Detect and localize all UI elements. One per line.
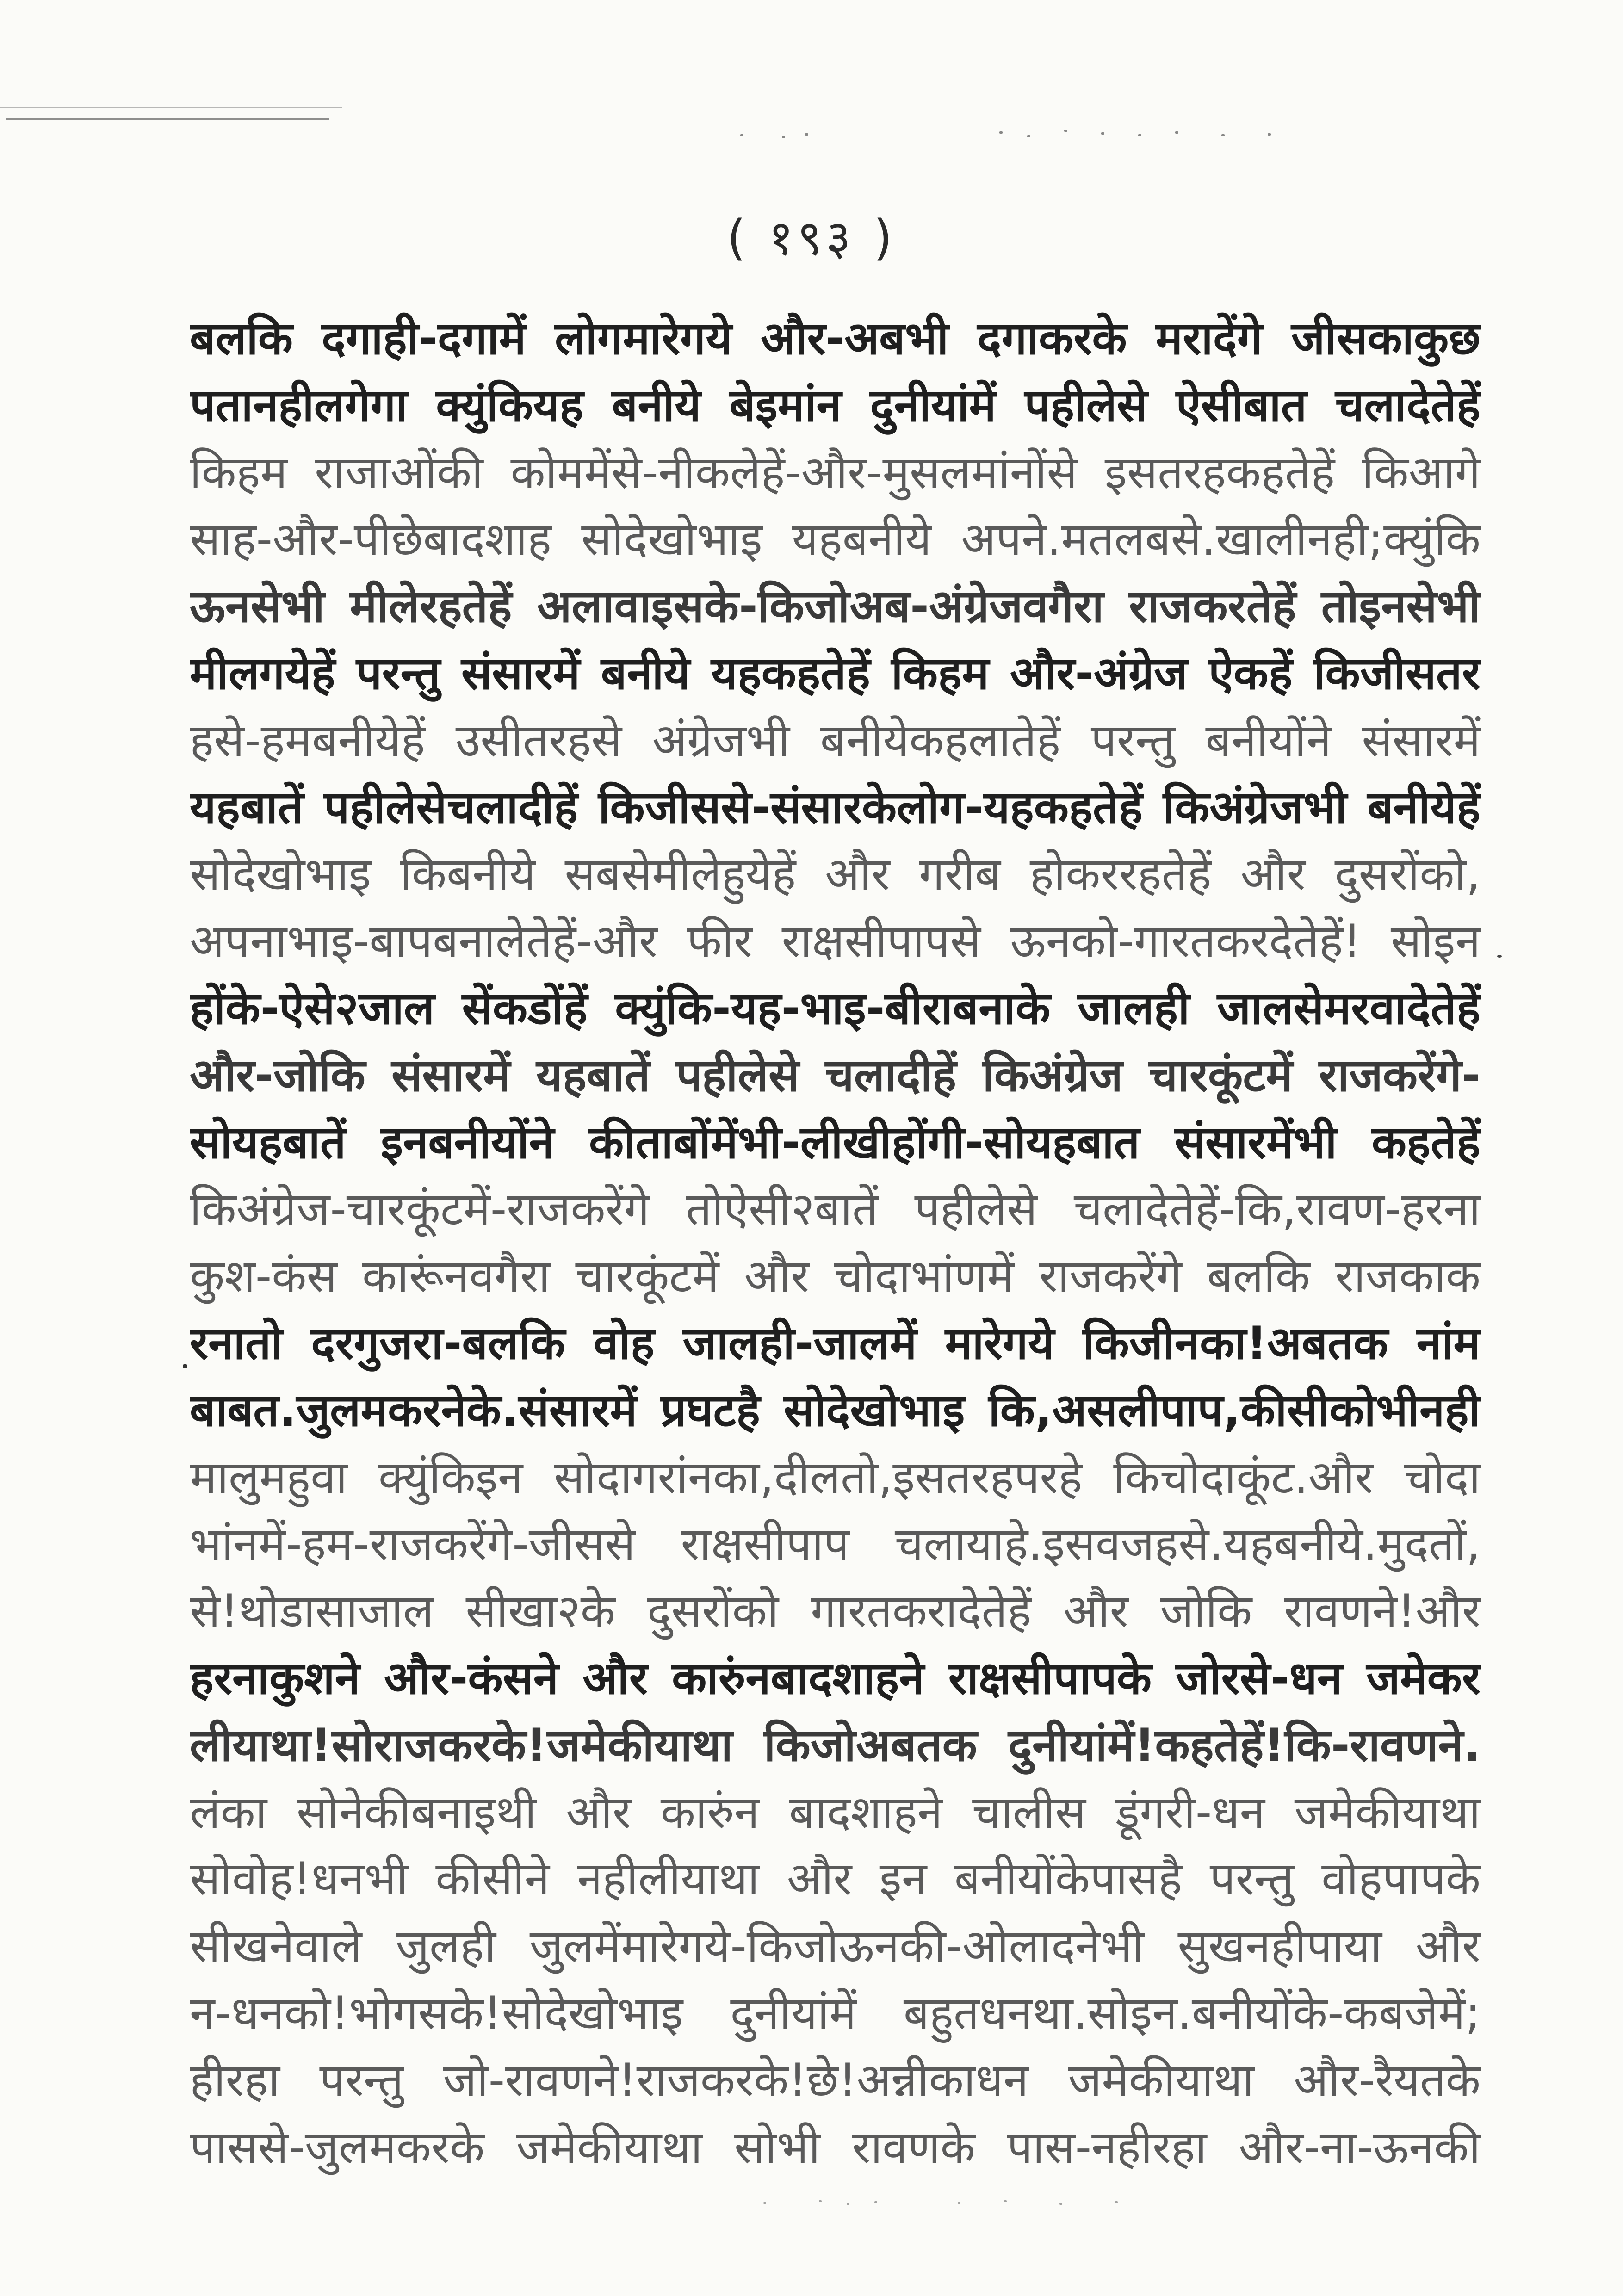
text-line: पाससे-जुलमकरके जमेकीयाथा सोभी रावणके पास-नहीरहा और-ना-ऊनकी bbox=[190, 2121, 1481, 2174]
text-line: लंका सोनेकीबनाइथी और कारुंन बादशाहने चालीस डूंगरी-धन जमेकीयाथा bbox=[190, 1786, 1481, 1839]
text-line: हीरहा परन्तु जो-रावणने!राजकरके!छे!अन्नीकाधन जमेकीयाथा और-रैयतके bbox=[190, 2054, 1481, 2107]
text-line: लीयाथा!सोराजकरके!जमेकीयाथा किजोअबतक दुनीयांमें!कहतेहें!कि-रावणने. bbox=[190, 1719, 1481, 1772]
text-line: न-धनको!भोगसके!सोदेखोभाइ दुनीयांमें बहुतधनथा.सोइन.बनीयोंके-कबजेमें; bbox=[190, 1987, 1481, 2040]
text-line: बलकि दगाही-दगामें लोगमारेगये और-अबभी दगाकरके मरादेंगे जीसकाकुछ bbox=[190, 312, 1481, 365]
text-line: होंके-ऐसे२जाल सेंकडोंहें क्युंकि-यह-भाइ-बीराबनाके जालही जालसेमरवादेतेहें bbox=[190, 982, 1481, 1035]
text-line: से!थोडासाजाल सीखा२के दुसरोंको गारतकरादेतेहें और जोकि रावणने!और bbox=[190, 1585, 1481, 1638]
text-line: सोवोह!धनभी कीसीने नहीलीयाथा और इन बनीयोंकेपासहै परन्तु वोहपापके bbox=[190, 1853, 1481, 1906]
text-line: सोदेखोभाइ किबनीये सबसेमीलेहुयेहें और गरीब होकररहतेहें और दुसरोंको, bbox=[190, 848, 1481, 901]
text-line: मीलगयेहें परन्तु संसारमें बनीये यहकहतेहें किहम और-अंग्रेज ऐकहें किजीसतर bbox=[190, 647, 1481, 700]
text-line: भांनमें-हम-राजकरेंगे-जीससे राक्षसीपाप चलायाहे.इसवजहसे.यहबनीये.मुदतों, bbox=[190, 1518, 1481, 1571]
margin-dot bbox=[183, 1364, 187, 1368]
text-line: कुश-कंस कारूंनवगैरा चारकूंटमें और चोदाभांणमें राजकरेंगे बलकि राजकाक bbox=[190, 1250, 1481, 1303]
text-line: मालुमहुवा क्युंकिइन सोदागरांनका,दीलतो,इसतरहपरहे किचोदाकूंट.और चोदा bbox=[190, 1451, 1481, 1504]
text-line: साह-और-पीछेबादशाह सोदेखोभाइ यहबनीये अपने.मतलबसे.खालीनही;क्युंकि bbox=[190, 513, 1481, 566]
text-body bbox=[190, 305, 1481, 2181]
text-line: ऊनसेभी मीलेरहतेहें अलावाइसके-किजोअब-अंग्रेजवगैरा राजकरतेहें तोइनसेभी bbox=[190, 580, 1481, 633]
text-line: पतानहीलगेगा क्युंकियह बनीये बेइमांन दुनीयांमें पहीलेसे ऐसीबात चलादेतेहें bbox=[190, 379, 1481, 432]
text-line: सीखनेवाले जुलही जुलमेंमारेगये-किजोऊनकी-ओलादनेभी सुखनहीपाया और bbox=[190, 1920, 1481, 1973]
scan-edge-line bbox=[0, 107, 342, 108]
text-line: बाबत.जुलमकरनेके.संसारमें प्रघटहै सोदेखोभाइ कि,असलीपाप,कीसीकोभीनही bbox=[190, 1384, 1481, 1437]
page-number: ( १९३ ) bbox=[727, 210, 896, 266]
text-line: अपनाभाइ-बापबनालेतेहें-और फीर राक्षसीपापसे ऊनको-गारतकरदेतेहें! सोइन bbox=[190, 915, 1481, 968]
text-line: किहम राजाओंकी कोममेंसे-नीकलेहें-और-मुसलमांनोंसे इसतरहकहतेहें किआगे bbox=[190, 446, 1481, 499]
text-line: हसे-हमबनीयेहें उसीतरहसे अंग्रेजभी बनीयेकहलातेहें परन्तु बनीयोंने संसारमें bbox=[190, 714, 1481, 767]
text-line: यहबातें पहीलेसेचलादीहें किजीससे-संसारकेलोग-यहकहतेहें किअंग्रेजभी बनीयेहें bbox=[190, 781, 1481, 834]
text-line: सोयहबातें इनबनीयोंने कीताबोंमेंभी-लीखीहोंगी-सोयहबात संसारमेंभी कहतेहें bbox=[190, 1116, 1481, 1169]
scan-speckles-top bbox=[740, 125, 1342, 143]
scan-edge-mark bbox=[6, 118, 329, 120]
text-line: किअंग्रेज-चारकूंटमें-राजकरेंगे तोऐसी२बातें पहीलेसे चलादेतेहें-कि,रावण-हरना bbox=[190, 1183, 1481, 1236]
margin-dot bbox=[1497, 955, 1502, 958]
text-line: और-जोकि संसारमें यहबातें पहीलेसे चलादीहें किअंग्रेज चारकूंटमें राजकरेंगे- bbox=[190, 1049, 1481, 1102]
text-line: हरनाकुशने और-कंसने और कारुंनबादशाहने राक्षसीपापके जोरसे-धन जमेकर bbox=[190, 1652, 1481, 1705]
scan-speckles-bottom bbox=[763, 2197, 1226, 2210]
text-line: रनातो दरगुजरा-बलकि वोह जालही-जालमें मारेगये किजीनका!अबतक नांम bbox=[190, 1317, 1481, 1370]
